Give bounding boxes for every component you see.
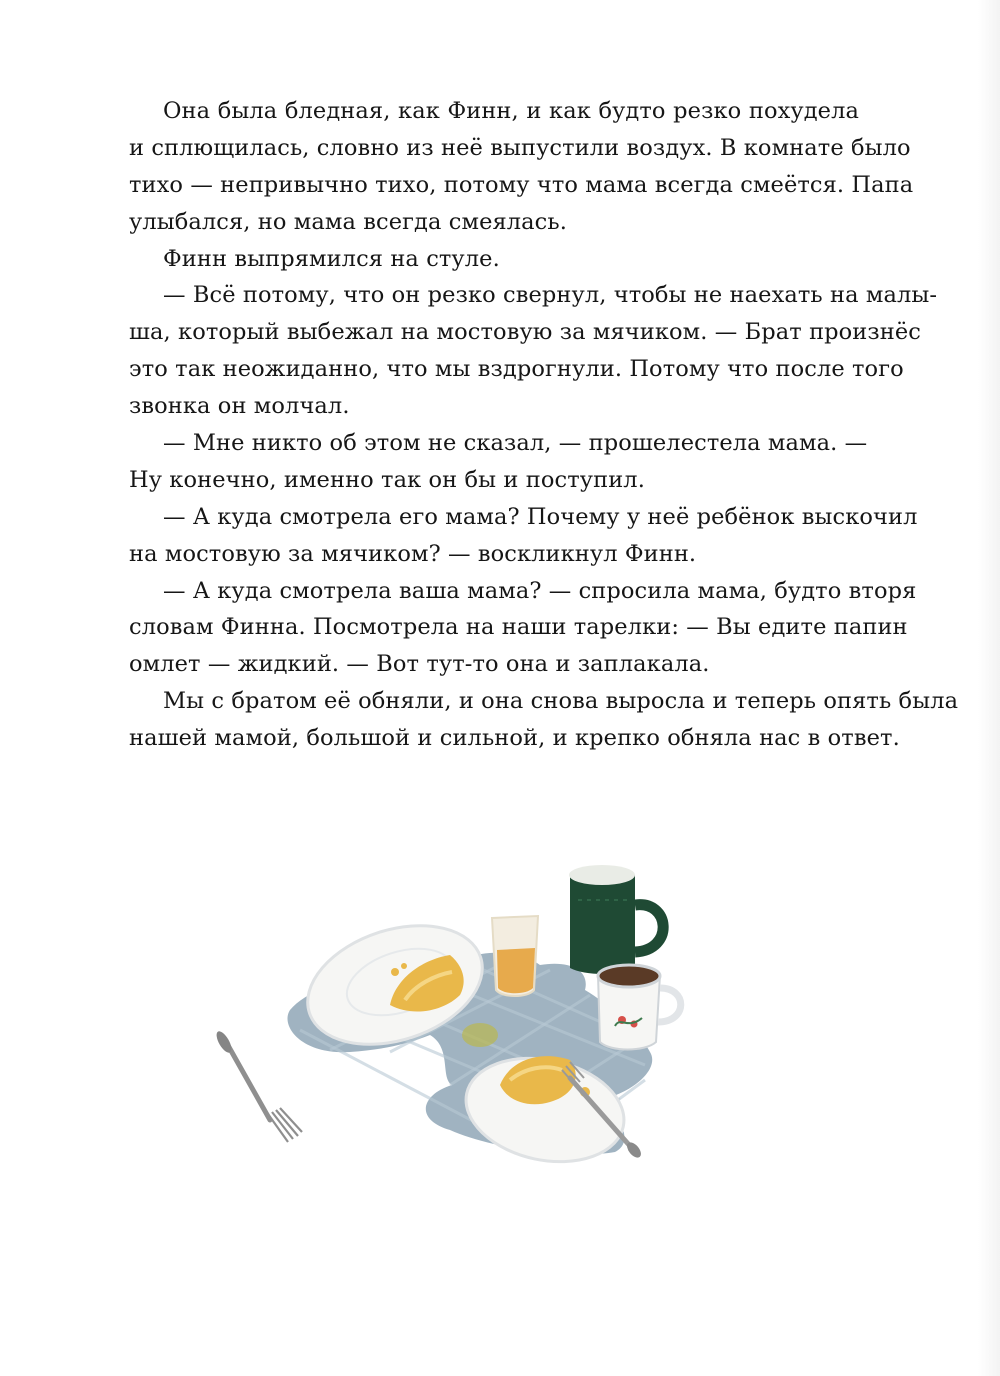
text-line: и сплющилась, словно из неё выпустили воздух. В комнате было bbox=[129, 134, 911, 161]
text-line: Финн выпрямился на стуле. bbox=[163, 245, 500, 272]
juice-glass-icon bbox=[492, 916, 538, 996]
green-mug-icon bbox=[569, 865, 663, 974]
text-line: Ну конечно, именно так он бы и поступил. bbox=[129, 466, 645, 493]
text-line: — Всё потому, что он резко свернул, чтобы не наехать на малы- bbox=[163, 282, 938, 309]
text-line: Она была бледная, как Финн, и как будто резко похудела bbox=[163, 98, 859, 124]
text-line: ша, который выбежал на мостовую за мячиком. — Брат произнёс bbox=[129, 319, 921, 346]
text-line: улыбался, но мама всегда смеялась. bbox=[129, 208, 567, 235]
text-line: это так неожиданно, что мы вздрогнули. Потому что после того bbox=[129, 356, 904, 383]
text-line: тихо — непривычно тихо, потому что мама всегда смеётся. Папа bbox=[129, 171, 914, 198]
fork-icon bbox=[214, 1029, 302, 1142]
text-line: Мы с братом её обняли, и она снова выросла и теперь опять была bbox=[163, 688, 959, 715]
text-line: звонка он молчал. bbox=[129, 393, 350, 420]
breakfast-illustration bbox=[190, 830, 730, 1180]
text-line: на мостовую за мячиком? — воскликнул Финн. bbox=[129, 540, 697, 567]
text-line: нашей мамой, большой и сильной, и крепко обняла нас в ответ. bbox=[129, 725, 900, 752]
page-edge-shadow bbox=[978, 0, 1000, 1376]
text-line: словам Финна. Посмотрела на наши тарелки: — Вы едите папин bbox=[129, 614, 908, 641]
text-line: — А куда смотрела его мама? Почему у неё ребёнок выскочил bbox=[163, 503, 918, 530]
text-line: — А куда смотрела ваша мама? — спросила мама, будто вторя bbox=[163, 577, 917, 604]
story-text bbox=[129, 93, 959, 757]
coffee-cup-icon bbox=[598, 965, 681, 1050]
text-line: омлет — жидкий. — Вот тут-то она и заплакала. bbox=[129, 651, 710, 678]
text-line: — Мне никто об этом не сказал, — прошелестела мама. — bbox=[163, 430, 868, 457]
